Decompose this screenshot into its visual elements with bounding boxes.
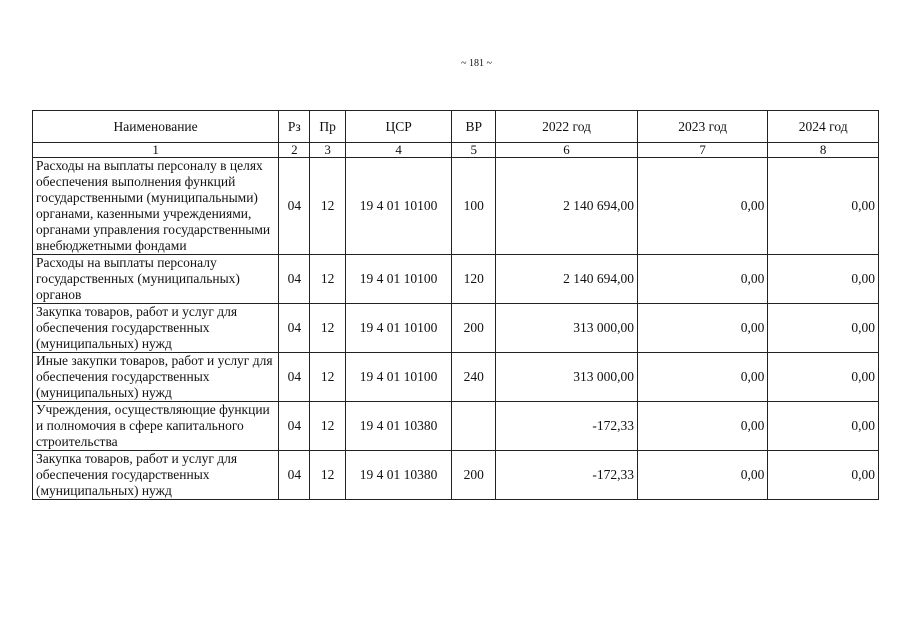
row-2023-cell: 0,00 bbox=[637, 304, 767, 353]
row-rz-cell: 04 bbox=[279, 255, 310, 304]
row-2022-cell: 2 140 694,00 bbox=[496, 158, 638, 255]
row-csr-cell: 19 4 01 10100 bbox=[345, 158, 451, 255]
row-2022-cell: 2 140 694,00 bbox=[496, 255, 638, 304]
column-number: 3 bbox=[310, 143, 345, 158]
row-vr-cell: 240 bbox=[452, 353, 496, 402]
header-pr: Пр bbox=[310, 111, 345, 143]
row-csr-cell: 19 4 01 10100 bbox=[345, 255, 451, 304]
row-2023-cell: 0,00 bbox=[637, 451, 767, 500]
row-csr-cell: 19 4 01 10380 bbox=[345, 402, 451, 451]
header-2023: 2023 год bbox=[637, 111, 767, 143]
row-2024-cell: 0,00 bbox=[768, 304, 879, 353]
table-row bbox=[33, 451, 879, 500]
table-row bbox=[33, 304, 879, 353]
column-number: 8 bbox=[768, 143, 879, 158]
table-row bbox=[33, 402, 879, 451]
row-rz-cell: 04 bbox=[279, 402, 310, 451]
column-number-row bbox=[33, 143, 879, 158]
row-vr-cell: 120 bbox=[452, 255, 496, 304]
row-csr-cell: 19 4 01 10100 bbox=[345, 353, 451, 402]
row-rz-cell: 04 bbox=[279, 158, 310, 255]
row-2024-cell: 0,00 bbox=[768, 353, 879, 402]
header-2022: 2022 год bbox=[496, 111, 638, 143]
row-2022-cell: -172,33 bbox=[496, 451, 638, 500]
row-vr-cell: 200 bbox=[452, 304, 496, 353]
column-number: 6 bbox=[496, 143, 638, 158]
header-vr: ВР bbox=[452, 111, 496, 143]
table-body bbox=[33, 158, 879, 500]
row-rz-cell: 04 bbox=[279, 451, 310, 500]
row-vr-cell bbox=[452, 402, 496, 451]
row-2023-cell: 0,00 bbox=[637, 402, 767, 451]
header-2024: 2024 год bbox=[768, 111, 879, 143]
row-2022-cell: -172,33 bbox=[496, 402, 638, 451]
column-number: 5 bbox=[452, 143, 496, 158]
row-vr-cell: 100 bbox=[452, 158, 496, 255]
row-pr-cell: 12 bbox=[310, 255, 345, 304]
row-name-cell: Учреждения, осуществляющие функции и полномочия в сфере капитального строительства bbox=[33, 402, 279, 451]
row-pr-cell: 12 bbox=[310, 451, 345, 500]
row-name-cell: Иные закупки товаров, работ и услуг для обеспечения государственных (муниципальных) нужд bbox=[33, 353, 279, 402]
header-name: Наименование bbox=[33, 111, 279, 143]
row-2024-cell: 0,00 bbox=[768, 451, 879, 500]
table-row bbox=[33, 255, 879, 304]
row-2023-cell: 0,00 bbox=[637, 255, 767, 304]
row-2022-cell: 313 000,00 bbox=[496, 304, 638, 353]
row-rz-cell: 04 bbox=[279, 304, 310, 353]
header-csr: ЦСР bbox=[345, 111, 451, 143]
row-2023-cell: 0,00 bbox=[637, 158, 767, 255]
column-number: 1 bbox=[33, 143, 279, 158]
row-pr-cell: 12 bbox=[310, 158, 345, 255]
row-2023-cell: 0,00 bbox=[637, 353, 767, 402]
row-rz-cell: 04 bbox=[279, 353, 310, 402]
row-pr-cell: 12 bbox=[310, 304, 345, 353]
budget-table bbox=[32, 110, 879, 500]
row-2022-cell: 313 000,00 bbox=[496, 353, 638, 402]
row-name-cell: Закупка товаров, работ и услуг для обеспечения государственных (муниципальных) нужд bbox=[33, 451, 279, 500]
table-row bbox=[33, 353, 879, 402]
page-number: ~ 181 ~ bbox=[461, 58, 492, 69]
header-row bbox=[33, 111, 879, 143]
row-vr-cell: 200 bbox=[452, 451, 496, 500]
row-csr-cell: 19 4 01 10100 bbox=[345, 304, 451, 353]
row-pr-cell: 12 bbox=[310, 353, 345, 402]
column-number: 7 bbox=[637, 143, 767, 158]
row-name-cell: Расходы на выплаты персоналу государственных (муниципальных) органов bbox=[33, 255, 279, 304]
header-rz: Рз bbox=[279, 111, 310, 143]
row-csr-cell: 19 4 01 10380 bbox=[345, 451, 451, 500]
row-2024-cell: 0,00 bbox=[768, 402, 879, 451]
row-pr-cell: 12 bbox=[310, 402, 345, 451]
row-name-cell: Расходы на выплаты персоналу в целях обеспечения выполнения функций государственными (муниципальными) органами, казенными учреждениями, органами управления государственными внебюджетными фондами bbox=[33, 158, 279, 255]
row-2024-cell: 0,00 bbox=[768, 255, 879, 304]
table-row bbox=[33, 158, 879, 255]
row-name-cell: Закупка товаров, работ и услуг для обеспечения государственных (муниципальных) нужд bbox=[33, 304, 279, 353]
row-2024-cell: 0,00 bbox=[768, 158, 879, 255]
column-number: 4 bbox=[345, 143, 451, 158]
column-number: 2 bbox=[279, 143, 310, 158]
